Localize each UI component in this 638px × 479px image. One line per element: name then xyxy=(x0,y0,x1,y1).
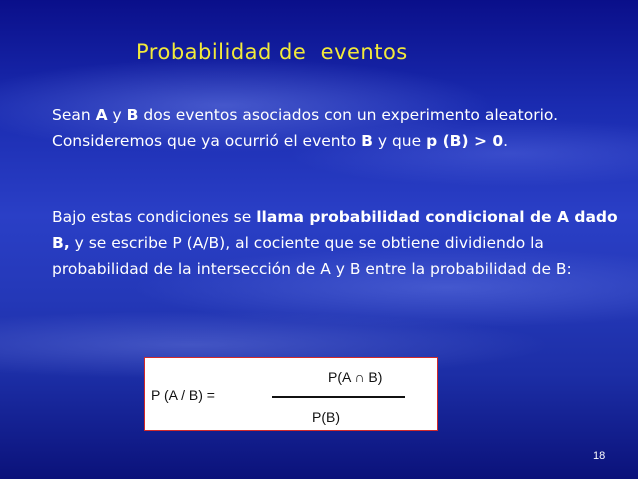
formula-lhs: P (A / B) = xyxy=(151,387,215,403)
paragraph-definition xyxy=(52,102,627,154)
page-number: 18 xyxy=(593,450,606,462)
fraction-bar xyxy=(272,396,405,398)
formula-numerator: P(A ∩ B) xyxy=(328,369,383,385)
bold-run: p (B) > 0 xyxy=(426,132,504,150)
text-run: . xyxy=(503,132,509,150)
formula-box xyxy=(144,357,438,431)
bold-run: A xyxy=(95,106,108,124)
formula-denominator: P(B) xyxy=(312,409,340,425)
text-run: y que xyxy=(372,132,427,150)
bold-run: B xyxy=(361,132,373,150)
bold-run: B xyxy=(126,106,139,124)
text-run: y se escribe P (A/B), al cociente que se obtiene dividiendo la probabilidad de la intersección de A y B entre la probabilidad de B: xyxy=(52,234,572,278)
paragraph-conditional xyxy=(52,204,627,282)
bold-run: llama probabilidad condicional de A dado B, xyxy=(52,208,618,252)
slide-title: Probabilidad de eventos xyxy=(136,40,408,64)
text-run: Bajo estas condiciones se xyxy=(52,208,257,226)
text-run: y xyxy=(107,106,127,124)
text-run: dos eventos asociados con un experimento aleatorio. Consideremos que ya ocurrió el evento xyxy=(52,106,559,150)
text-run: Sean xyxy=(52,106,96,124)
